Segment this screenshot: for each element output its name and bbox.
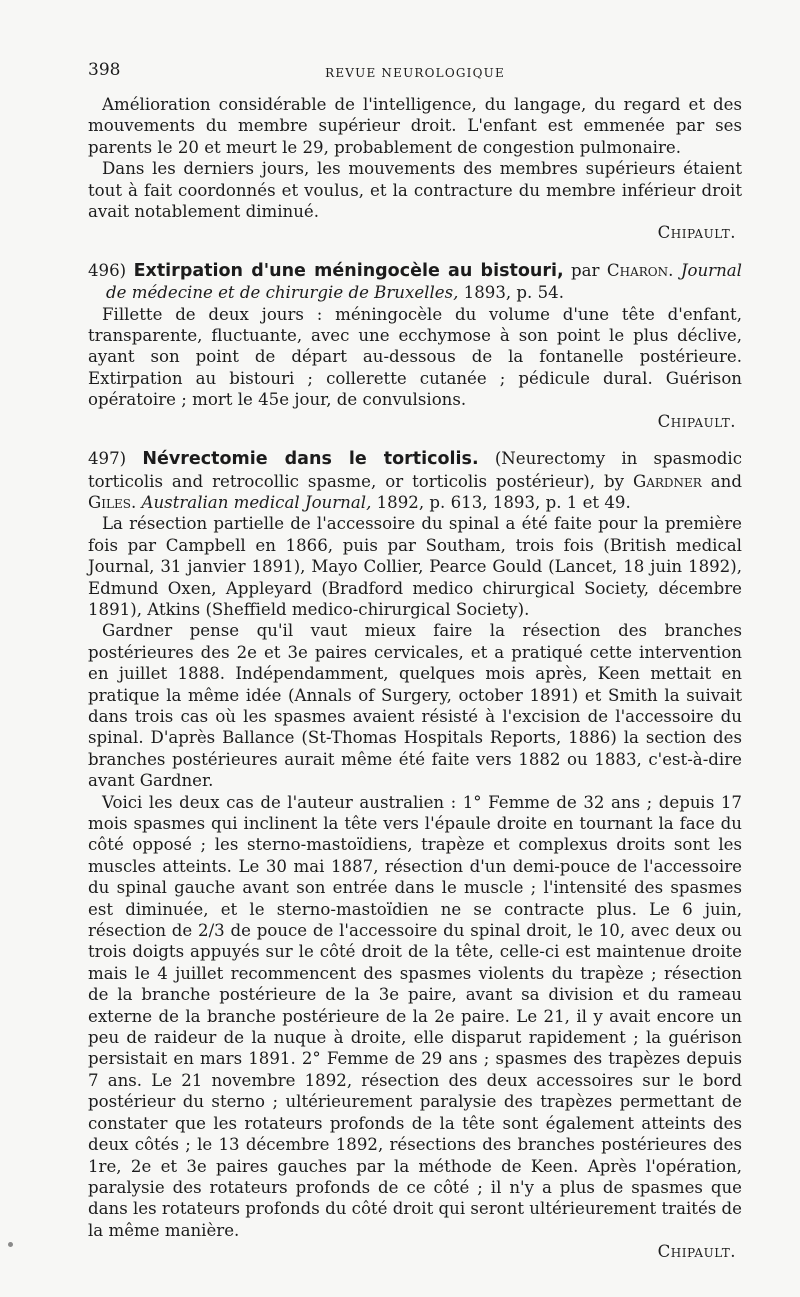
entry-496-by: par (571, 260, 600, 280)
entry-497-subtitle: (Neurectomy in spasmodic torticolis and retrocollic spasme, or torticolis postérieur), by (88, 449, 743, 491)
entry-496-number: 496) (88, 260, 127, 280)
signature-chipault-2: Chipault. (657, 411, 736, 431)
signature-chipault-3: Chipault. (657, 1242, 736, 1262)
page-number: 398 (88, 60, 121, 80)
entry-497-title: Névrectomie dans le torticolis. (142, 449, 479, 470)
entry-496-author: Charon. (606, 260, 674, 280)
entry-496-body: Fillette de deux jours : méningocèle du volume d'une tête d'enfant, transparente, fluctuante, avec une ecchymose à son point le plus déclive, ayant son point de départ au-dessous de la fontanelle postérieure. Extirpation au bistouri ; collerette cutanée ; pédicule dural. Guérison opératoire ; mort le 45e jour, de convulsions. (88, 304, 742, 410)
paper-speck (8, 1242, 13, 1247)
entry-496 (88, 260, 742, 432)
entry-497 (88, 448, 742, 1262)
entry-497-author-1: Gardner (632, 471, 702, 491)
entry-496-title: Extirpation d'une méningocèle au bistouri, (133, 260, 564, 281)
entry-497-journal: Australian medical Journal, (141, 492, 372, 512)
entry-496-journal: Journal de médecine et de chirurgie de Bruxelles, (106, 260, 742, 303)
document-page (88, 60, 742, 1263)
continuation-paragraph-2 (88, 158, 742, 222)
continuation-paragraph-2-text: Dans les derniers jours, les mouvements des membres supérieurs étaient tout à fait coordonnés et voulus, et la contracture du membre inférieur droit avait notablement diminué. (88, 159, 742, 222)
page-header (88, 60, 742, 94)
entry-496-reference: 1893, p. 54. (463, 283, 564, 303)
running-head: REVUE NEUROLOGIQUE (325, 66, 505, 80)
entry-497-and: and (710, 471, 742, 491)
entry-497-author-2: Giles. (88, 492, 137, 512)
entry-497-reference: 1892, p. 613, 1893, p. 1 et 49. (376, 492, 631, 512)
entry-497-heading (88, 448, 742, 513)
entry-497-paragraph-3: Voici les deux cas de l'auteur australien : 1° Femme de 32 ans ; depuis 17 mois spasmes qui inclinent la tête vers l'épaule droite en tournant la face du côté opposé ; les sterno-mastoïdiens, trapèze et complexus droits sont les muscles atteints. Le 30 mai 1887, résection d'un demi-pouce de l'accessoire du spinal gauche avant son entrée dans le muscle ; l'intensité des spasmes est diminuée, et le sterno-mastoïdien ne se contracte plus. Le 6 juin, résection de 2/3 de pouce de l'accessoire du spinal droit, le 10, avec deux ou trois doigts appuyés sur le côté droit de la tête, celle-ci est maintenue droite mais le 4 juillet recommencent des spasmes violents du trapèze ; résection de la branche postérieure de la 3e paire, avant sa division et du rameau externe de la branche postérieure de la 2e paire. Le 21, il y avait encore un peu de raideur de la nuque à droite, elle disparut rapidement ; la guérison persistait en mars 1891. 2° Femme de 29 ans ; spasmes des trapèzes depuis 7 ans. Le 21 novembre 1892, résection des deux accessoires sur le bord postérieur du sterno ; ultérieurement paralysie des trapèzes permettant de constater que les rotateurs profonds de la tête sont également atteints des deux côtés ; le 13 décembre 1892, résections des branches postérieures des 1re, 2e et 3e paires gauches par la méthode de Keen. Après l'opération, paralysie des rotateurs profonds de ce côté ; il n'y a plus de spasmes que dans les rotateurs profonds du côté droit qui seront ultérieurement traités de la même manière. (88, 792, 742, 1240)
signature-chipault-1: Chipault. (657, 223, 736, 243)
entry-496-heading (88, 260, 742, 304)
entry-497-paragraph-1: La résection partielle de l'accessoire du spinal a été faite pour la première fois par Campbell en 1866, puis par Southam, trois fois (British medical Journal, 31 janvier 1891), Mayo Collier, Pearce Gould (Lancet, 18 juin 1892), Edmund Oxen, Appleyard (Bradford medico chirurgical Society, décembre 1891), Atkins (Sheffield medico-chirurgical Society). (88, 514, 742, 619)
entry-497-number: 497) (88, 449, 127, 469)
continuation-paragraph-1: Amélioration considérable de l'intelligence, du langage, du regard et des mouvements du membre supérieur droit. L'enfant est emmenée par ses parents le 20 et meurt le 29, probablement de congestion pulmonaire. (88, 95, 742, 157)
entry-497-paragraph-2: Gardner pense qu'il vaut mieux faire la résection des branches postérieures des 2e et 3e paires cervicales, et a pratiqué cette intervention en juillet 1888. Indépendamment, quelques mois après, Keen mettait en pratique la même idée (Annals of Surgery, october 1891) et Smith la suivait dans trois cas où les spasmes avaient résisté à l'excision de l'accessoire du spinal. D'après Ballance (St-Thomas Hospitals Reports, 1886) la section des branches postérieures aurait même été faite vers 1882 ou 1883, c'est-à-dire avant Gardner. (88, 621, 742, 791)
